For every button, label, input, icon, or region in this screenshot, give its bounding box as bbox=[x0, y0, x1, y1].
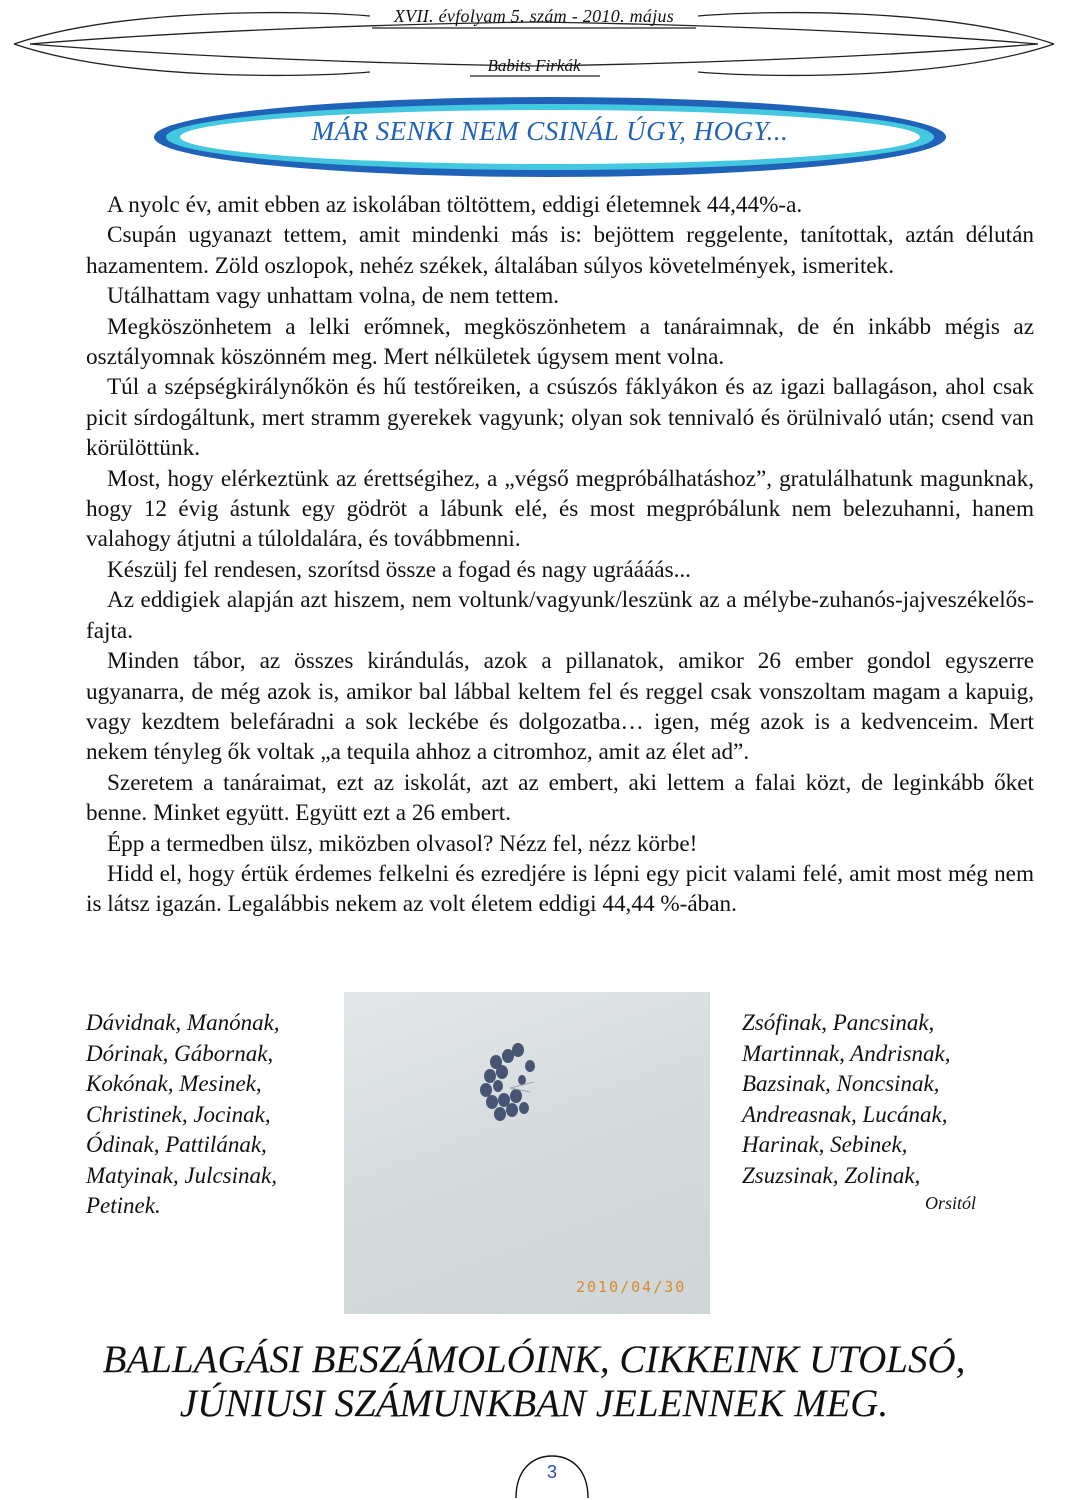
paragraph: Csupán ugyanazt tettem, amit mindenki más is: bejöttem reggelente, tanítottak, aztán délután hazamentem. Zöld oszlopok, nehéz székek, általában súlyos követelmények, ismeritek. bbox=[86, 222, 1034, 279]
paragraph: Túl a szépségkirálynőkön és hű testőreiken, a csúszós fáklyákon és az igazi ballagáson, ahol csak picit sírdogáltunk, mert stramm gyerekek vagyunk; olyan sok tennivaló és örülnivaló után; csend van körülöttünk. bbox=[86, 374, 1034, 462]
announcement bbox=[60, 1338, 1008, 1426]
dedication-line: Martinnak, Andrisnak, bbox=[742, 1040, 951, 1066]
dedication-line: Zsófinak, Pancsinak, bbox=[742, 1010, 935, 1035]
dedication-line: Matyinak, Julcsinak, bbox=[86, 1162, 277, 1188]
dedication-line: Andreasnak, Lucának, bbox=[742, 1101, 948, 1127]
dedication-right-column bbox=[742, 1008, 1034, 1191]
dedication-line: Petinek. bbox=[86, 1193, 161, 1218]
paragraph: Az eddigiek alapján azt hiszem, nem voltunk/vagyunk/leszünk az a mélybe-zuhanós-jajveszékelős-fajta. bbox=[86, 587, 1034, 644]
dedication-line: Bazsinak, Noncsinak, bbox=[742, 1071, 940, 1096]
paragraph: Hidd el, hogy értük érdemes felkelni és ezredjére is lépni egy picit valami felé, amit most még nem is látsz igazán. Legalábbis nekem az volt életem eddigi 44,44 %-ában. bbox=[86, 860, 1034, 918]
dedication-line: Zsuzsinak, Zolinak, bbox=[742, 1162, 921, 1188]
dedication-left-column bbox=[86, 1008, 336, 1222]
dedication-line: Christinek, Jocinak, bbox=[86, 1101, 271, 1127]
paragraph: Készülj fel rendesen, szorítsd össze a fogad és nagy ugráááás... bbox=[107, 556, 691, 583]
dedication-line: Dórinak, Gábornak, bbox=[86, 1040, 274, 1066]
paragraph: Épp a termedben ülsz, miközben olvasol? Nézz fel, nézz körbe! bbox=[107, 830, 698, 857]
page-number: 3 bbox=[546, 1462, 557, 1482]
balloons-photo bbox=[344, 992, 710, 1314]
issue-line: XVII. évfolyam 5. szám - 2010. május bbox=[393, 6, 675, 26]
paragraph: Szeretem a tanáraimat, ezt az iskolát, azt az embert, aki lettem a falai közt, de leginkább őket benne. Minket együtt. Együtt ezt a 26 embert. bbox=[86, 769, 1034, 827]
article-title: MÁR SENKI NEM CSINÁL ÚGY, HOGY... bbox=[311, 116, 789, 146]
dedication-line: Kokónak, Mesinek, bbox=[86, 1071, 262, 1096]
announcement-line: JÚNIUSI SZÁMUNKBAN JELENNEK MEG. bbox=[179, 1382, 889, 1425]
article-body bbox=[86, 190, 1034, 920]
paragraph: A nyolc év, amit ebben az iskolában töltöttem, eddigi életemnek 44,44%-a. bbox=[107, 192, 803, 218]
paragraph: Minden tábor, az összes kirándulás, azok a pillanatok, amikor 26 ember gondol egyszerre ugyanarra, de még azok is, amikor bal lábbal keltem fel és reggel csak vonszoltam magam a kapuig, vagy kezdtem belefáradni a sok leckébe és dolgozatba… igen, még azok is a kedvenceim. Mert nekem tényleg ők voltak „a tequila ahhoz a citromhoz, amit az élet ad”. bbox=[86, 648, 1034, 766]
dedication-line: Harinak, Sebinek, bbox=[742, 1132, 908, 1157]
paragraph: Most, hogy elérkeztünk az érettségihez, a „végső megpróbálhatáshoz”, gratulálhatunk magunknak, hogy 12 évig ástunk egy gödröt a lábunk elé, és most megpróbálunk nem belezuhanni, hanem valahogy átjutni a túloldalára, és továbbmenni. bbox=[86, 465, 1034, 553]
paragraph: Megköszönhetem a lelki erőmnek, megköszönhetem a tanáraimnak, de én inkább mégis az osztályomnak köszönném meg. Mert nélkületek úgysem ment volna. bbox=[86, 313, 1034, 371]
author-signature: Orsitól bbox=[924, 1193, 976, 1213]
publication-name: Babits Firkák bbox=[487, 56, 581, 75]
photo-date-stamp: 2010/04/30 bbox=[576, 1278, 687, 1296]
dedication-line: Dávidnak, Manónak, bbox=[86, 1010, 280, 1035]
dedication-line: Ódinak, Pattilának, bbox=[86, 1132, 267, 1157]
balloons-cluster bbox=[344, 992, 710, 1314]
announcement-line: BALLAGÁSI BESZÁMOLÓINK, CIKKEINK UTOLSÓ, bbox=[102, 1338, 966, 1381]
paragraph: Utálhattam vagy unhattam volna, de nem tettem. bbox=[107, 283, 560, 310]
